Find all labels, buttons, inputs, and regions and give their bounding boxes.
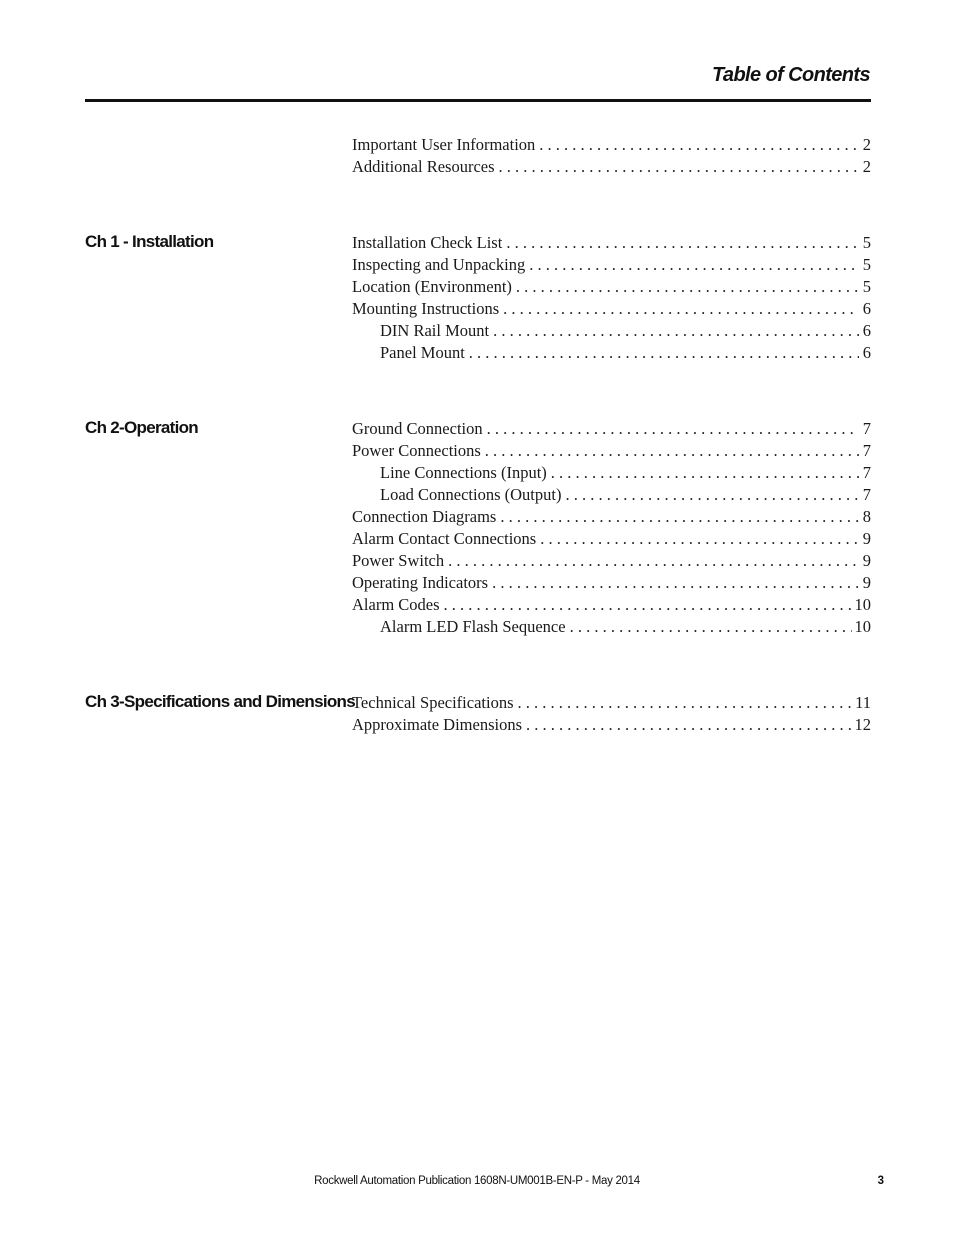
dot-leader [492,572,859,594]
toc-entry-label: Ground Connection [352,419,483,438]
toc-entry[interactable] [352,440,871,462]
toc-entry-list [352,134,871,178]
dot-leader [539,134,859,156]
toc-entry-page: 5 [862,233,871,252]
toc-entry-label: Alarm Contact Connections [352,529,537,548]
toc-entry-page: 5 [862,255,871,274]
toc-entry-label: Line Connections (Input) [380,463,547,482]
dot-leader [516,276,859,298]
toc-entry-label: Inspecting and Unpacking [352,255,526,274]
toc-entry[interactable] [352,276,871,298]
chapter-heading: Ch 3-Specifications and Dimensions [85,692,355,711]
toc-entry[interactable] [352,232,871,254]
toc-entry[interactable] [352,418,871,440]
toc-entry[interactable] [352,594,871,616]
dot-leader [500,506,859,528]
toc-entry[interactable] [352,572,871,594]
toc-subentry[interactable] [352,462,871,484]
dot-leader [570,616,852,638]
toc-entry-label: DIN Rail Mount [380,321,490,340]
toc-entry-label: Alarm LED Flash Sequence [380,617,566,636]
toc-entry[interactable] [352,134,871,156]
toc-entry-page: 11 [855,693,871,712]
chapter-heading: Ch 1 - Installation [85,232,214,251]
toc-subentry[interactable] [352,484,871,506]
toc-entry-page: 2 [862,157,871,176]
dot-leader [485,440,859,462]
dot-leader [565,484,859,506]
dot-leader [551,462,859,484]
toc-entry-page: 9 [862,551,871,570]
toc-entry[interactable] [352,506,871,528]
toc-subentry[interactable] [352,616,871,638]
dot-leader [493,320,859,342]
dot-leader [540,528,859,550]
toc-entry[interactable] [352,550,871,572]
toc-entry-label: Operating Indicators [352,573,489,592]
toc-entry-page: 9 [862,573,871,592]
toc-subentry[interactable] [352,320,871,342]
toc-entry-label: Location (Environment) [352,277,512,296]
dot-leader [526,714,851,736]
footer-publication: Rockwell Automation Publication 1608N-UM001B-EN-P - May 2014 [314,1175,640,1187]
toc-entry-page: 10 [854,595,871,614]
toc-entry[interactable] [352,298,871,320]
toc-entry-label: Additional Resources [352,157,495,176]
dot-leader [469,342,859,364]
toc-entry-page: 5 [862,277,871,296]
chapter-heading: Ch 2-Operation [85,418,198,437]
toc-entry[interactable] [352,692,871,714]
page-title: Table of Contents [712,64,870,86]
dot-leader [506,232,859,254]
dot-leader [503,298,859,320]
footer-page-number: 3 [877,1175,884,1187]
toc-entry-label: Alarm Codes [352,595,440,614]
toc-entry-page: 12 [854,715,871,734]
dot-leader [444,594,852,616]
toc-entry-page: 2 [862,135,871,154]
toc-entry-page: 7 [862,441,871,460]
toc-entry-label: Power Switch [352,551,445,570]
toc-entry-page: 7 [862,419,871,438]
toc-entry-page: 9 [862,529,871,548]
toc-entry-page: 6 [862,299,871,318]
toc-entry-label: Important User Information [352,135,536,154]
toc-entry-page: 6 [862,343,871,362]
toc-entry-list [352,418,871,638]
dot-leader [518,692,853,714]
toc-subentry[interactable] [352,342,871,364]
dot-leader [448,550,859,572]
toc-entry-page: 7 [862,485,871,504]
toc-entry[interactable] [352,254,871,276]
toc-entry-label: Power Connections [352,441,481,460]
toc-entry[interactable] [352,714,871,736]
toc-entry-label: Mounting Instructions [352,299,500,318]
toc-entry-list [352,692,871,736]
toc-entry-label: Panel Mount [380,343,465,362]
toc-entry-label: Technical Specifications [352,693,514,712]
toc-entry-label: Approximate Dimensions [352,715,523,734]
toc-entry-label: Connection Diagrams [352,507,497,526]
toc-entry-page: 6 [862,321,871,340]
toc-entry-label: Load Connections (Output) [380,485,562,504]
toc-entry-label: Installation Check List [352,233,503,252]
toc-entry-page: 10 [854,617,871,636]
dot-leader [499,156,859,178]
toc-entry[interactable] [352,528,871,550]
dot-leader [529,254,859,276]
dot-leader [487,418,859,440]
toc-entry-page: 7 [862,463,871,482]
toc-entry-list [352,232,871,364]
header-rule [85,99,871,102]
toc-entry[interactable] [352,156,871,178]
toc-entry-page: 8 [862,507,871,526]
